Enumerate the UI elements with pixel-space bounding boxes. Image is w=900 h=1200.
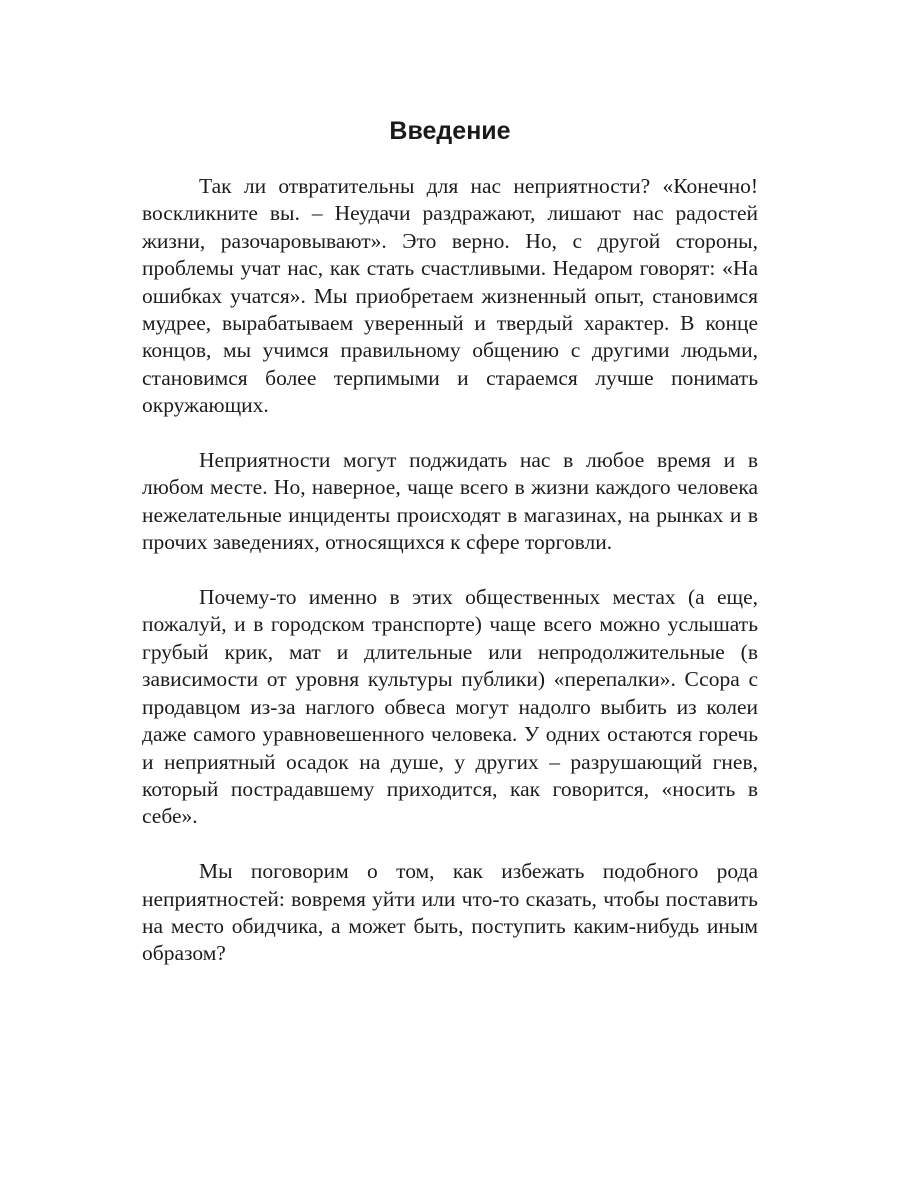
paragraph-3: Почему-то именно в этих общественных местах (а еще, пожалуй, и в городском транспорте) чаще всего можно услышать грубый крик, мат и длительные или непродолжительные (в зависимости от уровня культуры публики) «перепалки». Ссора с продавцом из-за наглого обвеса могут надолго выбить из колеи даже самого уравновешенного человека. У одних остаются горечь и неприятный осадок на душе, у других – разрушающий гнев, который пострадавшему приходится, как говорится, «носить в себе». bbox=[142, 585, 758, 829]
paragraph-4: Мы поговорим о том, как избежать подобного рода неприятностей: вовремя уйти или что-то сказать, чтобы поставить на место обидчика, а может быть, поступить каким-нибудь иным образом? bbox=[142, 859, 758, 966]
paragraph-2: Неприятности могут поджидать нас в любое время и в любом месте. Но, наверное, чаще всего в жизни каждого человека нежелательные инциденты происходят в магазинах, на рынках и в прочих заведениях, относящихся к сфере торговли. bbox=[142, 448, 758, 555]
page-title: Введение bbox=[389, 117, 511, 145]
body-text bbox=[142, 173, 758, 968]
paragraph-1: Так ли отвратительны для нас неприятности? «Конечно! воскликните вы. – Неудачи раздражают, лишают нас радостей жизни, разочаровывают». Это верно. Но, с другой стороны, проблемы учат нас, как стать счастливыми. Недаром говорят: «На ошибках учатся». Мы приобретаем жизненный опыт, становимся мудрее, вырабатываем уверенный и твердый характер. В конце концов, мы учимся правильному общению с другими людьми, становимся более терпимыми и стараемся лучше понимать окружающих. bbox=[142, 174, 758, 418]
